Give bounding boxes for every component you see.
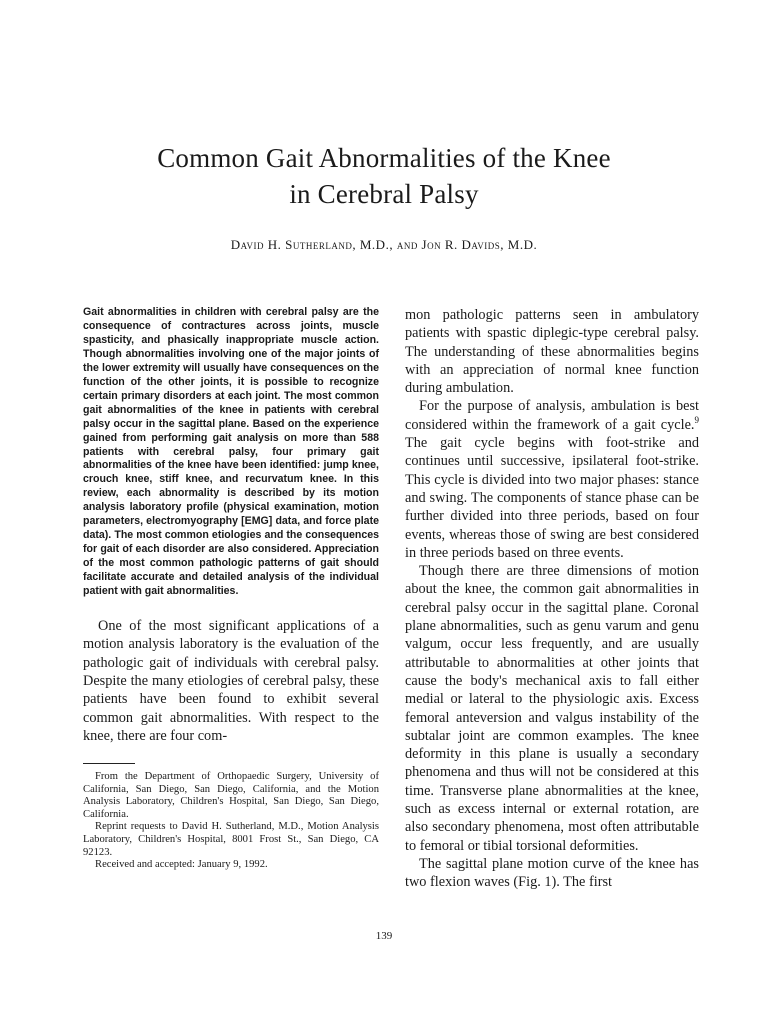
body-paragraph-planes: Though there are three dimensions of motion about the knee, the common gait abnormalities in cerebral palsy occur in the sagittal plane. Coronal plane abnormalities, such as genu varum and genu valgum, occur less frequently, and are usually attributable to abnormalities at other joints that cause the body's mechanical axis to fall either medial or lateral to the physiologic axis. Excess femoral anteversion and valgus instability of the subtalar joint are common examples. The knee deformity in this plane is usually a secondary phenomena and thus will not be considered at this time. Transverse plane abnormalities at the knee, such as excess internal or external rotation, are also secondary phenomena, most often attributable to femoral or tibial torsional deformities. [405, 563, 699, 854]
right-column [405, 306, 699, 892]
footnote-affiliation: From the Department of Orthopaedic Surgery, University of California, San Diego, San Diego, California, and the Motion Analysis Laboratory, Children's Hospital, San Diego, San Diego, California. [83, 771, 379, 820]
body-paragraph-continued: mon pathologic patterns seen in ambulatory patients with spastic diplegic-type cerebral palsy. The understanding of these abnormalities begins with an appreciation of normal knee function during ambulation. [405, 307, 699, 397]
gait-cycle-text-b: The gait cycle begins with foot-strike and continues until successive, ipsilateral foot-strike. This cycle is divided into two major phases: stance and swing. The components of stance phase can be further divided into three periods, based on four events, whereas those of swing are best considered in three periods based on three events. [405, 435, 699, 561]
footnote-divider [83, 763, 135, 764]
citation-reference: 9 [694, 415, 699, 426]
footnote-reprint: Reprint requests to David H. Sutherland, M.D., Motion Analysis Laboratory, Children's Hospital, 8001 Frost St., San Diego, CA 92123. [83, 821, 379, 858]
title-line-1: Common Gait Abnormalities of the Knee [157, 143, 611, 173]
body-paragraph: One of the most significant applications of a motion analysis laboratory is the evaluation of the pathologic gait of individuals with cerebral palsy. Despite the many etiologies of cerebral palsy, these patients have been found to exhibit several common gait abnormalities. With respect to the knee, there are four com- [83, 618, 379, 744]
body-paragraph-sagittal: The sagittal plane motion curve of the knee has two flexion waves (Fig. 1). The first [405, 855, 699, 891]
article-title [0, 140, 768, 212]
footnotes [83, 771, 379, 872]
title-line-2: in Cerebral Palsy [289, 179, 479, 209]
body-left [83, 617, 379, 745]
page-number: 139 [375, 930, 393, 942]
authors-byline: David H. Sutherland, M.D., and Jon R. Davids, M.D. [230, 237, 538, 252]
left-column [83, 306, 379, 872]
abstract: Gait abnormalities in children with cerebral palsy are the consequence of contractures across joints, muscle spasticity, and phasically inappropriate muscle action. Though abnormalities involving one of the major joints of the lower extremity will usually have consequences on the function of the other joints, it is possible to recognize certain primary disorders at each joint. The most common gait abnormalities of the knee in patients with cerebral palsy occur in the sagittal plane. Based on the experience gained from performing gait analysis on more than 588 patients with cerebral palsy, four primary gait abnormalities of the knee have been identified: jump knee, crouch knee, stiff knee, and recurvatum knee. In this review, each abnormality is described by its motion analysis laboratory profile (physical examination, motion parameters, electromyography [EMG] data, and force plate data). The most common etiologies and the consequences for gait of each disorder are also considered. Appreciation of the most common pathologic patterns of gait should facilitate accurate and detailed analysis of the individual patient with gait abnormalities. [83, 306, 379, 598]
footnote-received: Received and accepted: January 9, 1992. [95, 859, 268, 871]
gait-cycle-text-a: For the purpose of analysis, ambulation is best considered within the framework of a gait cycle. [405, 398, 699, 433]
body-paragraph-gait-cycle [405, 397, 699, 562]
